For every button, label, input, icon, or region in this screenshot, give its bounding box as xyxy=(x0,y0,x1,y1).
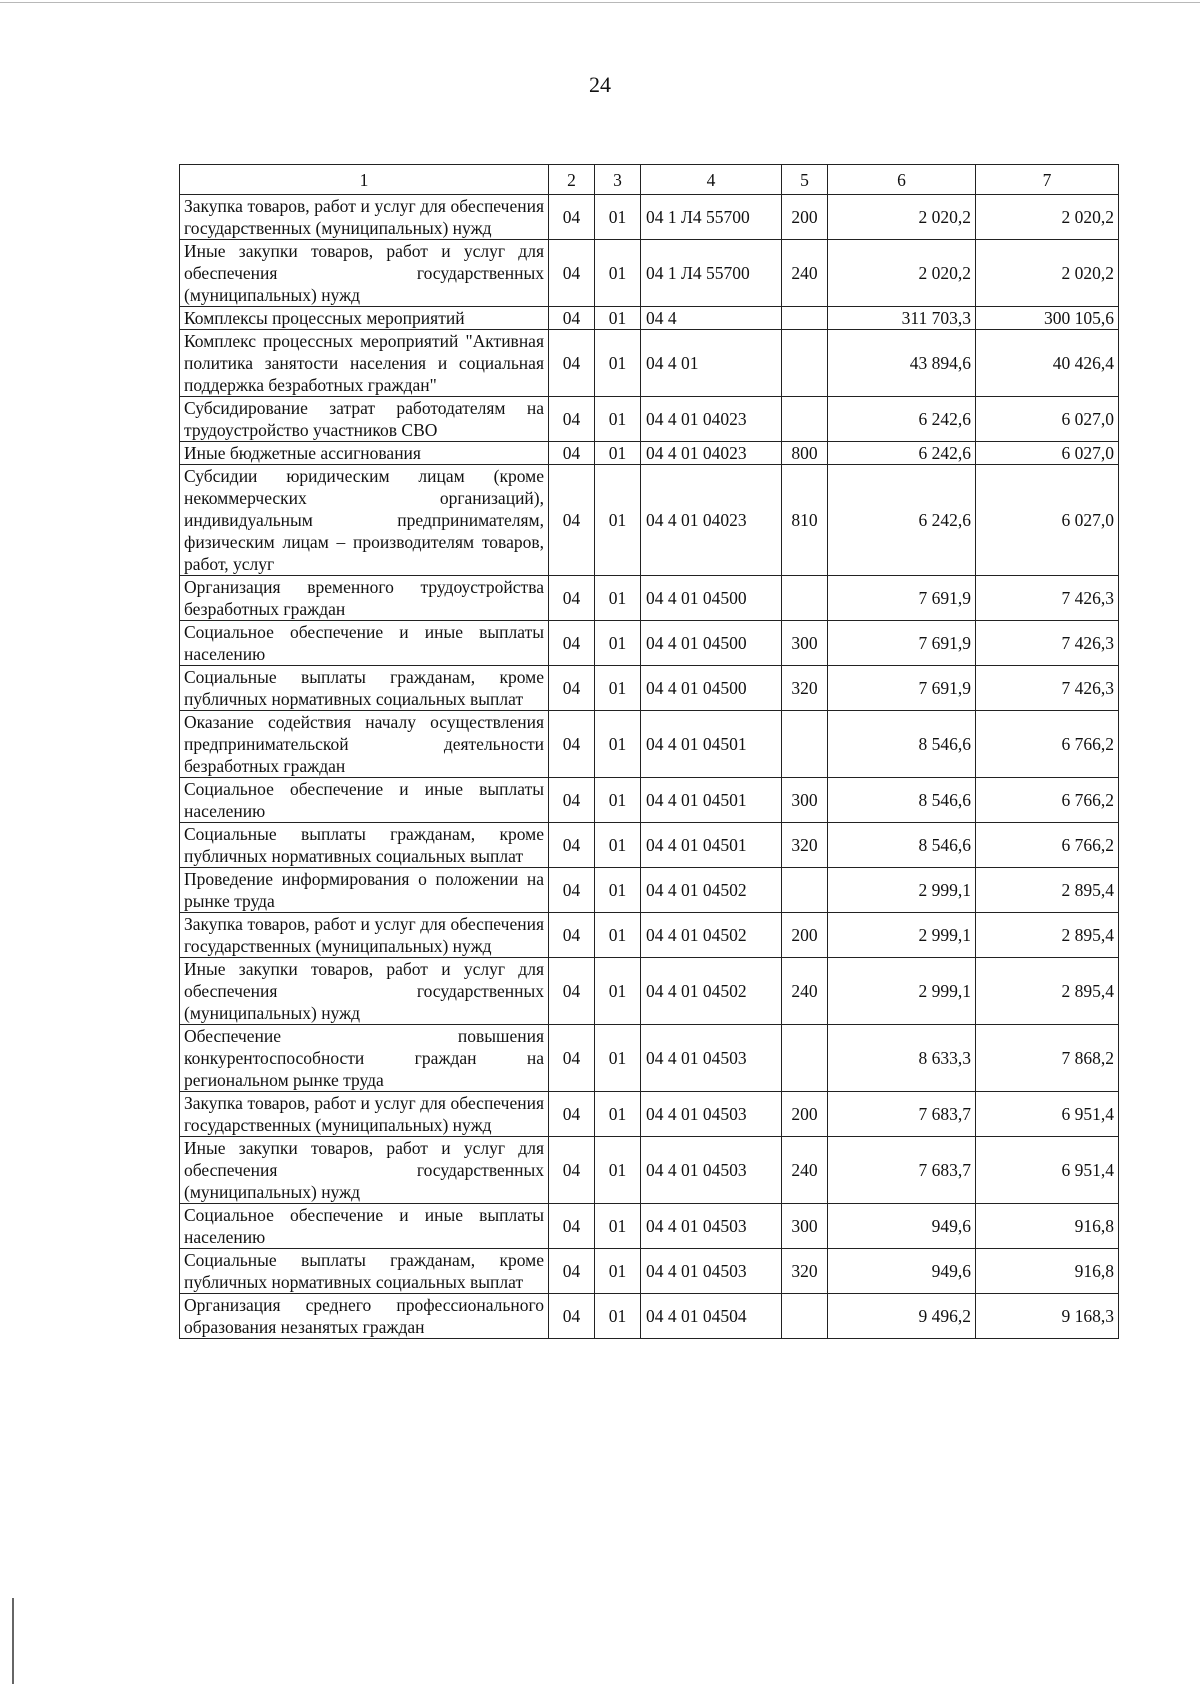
table-row xyxy=(180,195,1119,240)
section-code: 04 xyxy=(549,442,595,465)
amount-col-6: 43 894,6 xyxy=(828,330,976,397)
table-row xyxy=(180,307,1119,330)
amount-col-7: 7 426,3 xyxy=(976,621,1119,666)
target-article-code: 04 4 01 04503 xyxy=(641,1204,782,1249)
expense-type-code: 300 xyxy=(782,621,828,666)
expense-type-code xyxy=(782,330,828,397)
expense-type-code: 810 xyxy=(782,465,828,576)
amount-col-7: 40 426,4 xyxy=(976,330,1119,397)
item-name: Социальные выплаты гражданам, кроме публичных нормативных социальных выплат xyxy=(180,823,549,868)
amount-col-7: 6 766,2 xyxy=(976,711,1119,778)
section-code: 04 xyxy=(549,621,595,666)
table-row xyxy=(180,711,1119,778)
amount-col-6: 2 999,1 xyxy=(828,913,976,958)
target-article-code: 04 4 01 04502 xyxy=(641,868,782,913)
amount-col-6: 7 691,9 xyxy=(828,576,976,621)
target-article-code: 04 1 Л4 55700 xyxy=(641,240,782,307)
subsection-code: 01 xyxy=(595,868,641,913)
subsection-code: 01 xyxy=(595,666,641,711)
item-name: Закупка товаров, работ и услуг для обеспечения государственных (муниципальных) нужд xyxy=(180,1092,549,1137)
target-article-code: 04 4 01 04501 xyxy=(641,778,782,823)
section-code: 04 xyxy=(549,1137,595,1204)
amount-col-6: 6 242,6 xyxy=(828,442,976,465)
amount-col-7: 7 426,3 xyxy=(976,576,1119,621)
table-row xyxy=(180,1204,1119,1249)
subsection-code: 01 xyxy=(595,465,641,576)
table-row xyxy=(180,958,1119,1025)
subsection-code: 01 xyxy=(595,1092,641,1137)
expense-type-code xyxy=(782,576,828,621)
section-code: 04 xyxy=(549,1025,595,1092)
scan-edge-line xyxy=(0,2,1200,3)
expense-type-code: 200 xyxy=(782,913,828,958)
subsection-code: 01 xyxy=(595,240,641,307)
amount-col-7: 6 027,0 xyxy=(976,397,1119,442)
item-name: Иные закупки товаров, работ и услуг для обеспечения государственных (муниципальных) нужд xyxy=(180,958,549,1025)
table-row xyxy=(180,240,1119,307)
scan-edge-mark xyxy=(12,1598,14,1684)
subsection-code: 01 xyxy=(595,307,641,330)
table-row xyxy=(180,823,1119,868)
subsection-code: 01 xyxy=(595,330,641,397)
table-row xyxy=(180,778,1119,823)
amount-col-6: 6 242,6 xyxy=(828,397,976,442)
subsection-code: 01 xyxy=(595,778,641,823)
table-row xyxy=(180,868,1119,913)
item-name: Социальные выплаты гражданам, кроме публичных нормативных социальных выплат xyxy=(180,666,549,711)
item-name: Субсидии юридическим лицам (кроме некоммерческих организаций), индивидуальным предпринимателям, физическим лицам – производителям товаров, работ, услуг xyxy=(180,465,549,576)
expense-type-code: 240 xyxy=(782,958,828,1025)
amount-col-7: 916,8 xyxy=(976,1249,1119,1294)
page-number: 24 xyxy=(589,72,611,97)
section-code: 04 xyxy=(549,778,595,823)
item-name: Социальное обеспечение и иные выплаты населению xyxy=(180,621,549,666)
item-name: Иные закупки товаров, работ и услуг для обеспечения государственных (муниципальных) нужд xyxy=(180,1137,549,1204)
target-article-code: 04 4 01 xyxy=(641,330,782,397)
column-header: 3 xyxy=(595,165,641,195)
amount-col-6: 949,6 xyxy=(828,1204,976,1249)
item-name: Субсидирование затрат работодателям на трудоустройство участников СВО xyxy=(180,397,549,442)
table-row xyxy=(180,1025,1119,1092)
target-article-code: 04 4 01 04504 xyxy=(641,1294,782,1339)
subsection-code: 01 xyxy=(595,195,641,240)
amount-col-6: 949,6 xyxy=(828,1249,976,1294)
subsection-code: 01 xyxy=(595,1025,641,1092)
amount-col-7: 2 895,4 xyxy=(976,868,1119,913)
column-header: 6 xyxy=(828,165,976,195)
target-article-code: 04 4 01 04503 xyxy=(641,1137,782,1204)
amount-col-6: 7 691,9 xyxy=(828,621,976,666)
item-name: Социальное обеспечение и иные выплаты населению xyxy=(180,778,549,823)
amount-col-6: 8 546,6 xyxy=(828,823,976,868)
amount-col-7: 2 895,4 xyxy=(976,958,1119,1025)
budget-table xyxy=(179,164,1119,1339)
column-header: 4 xyxy=(641,165,782,195)
table-row xyxy=(180,1092,1119,1137)
amount-col-7: 6 766,2 xyxy=(976,778,1119,823)
section-code: 04 xyxy=(549,1294,595,1339)
column-header: 2 xyxy=(549,165,595,195)
subsection-code: 01 xyxy=(595,1204,641,1249)
section-code: 04 xyxy=(549,330,595,397)
amount-col-7: 916,8 xyxy=(976,1204,1119,1249)
amount-col-6: 8 546,6 xyxy=(828,711,976,778)
item-name: Социальные выплаты гражданам, кроме публичных нормативных социальных выплат xyxy=(180,1249,549,1294)
column-header: 1 xyxy=(180,165,549,195)
section-code: 04 xyxy=(549,240,595,307)
section-code: 04 xyxy=(549,1249,595,1294)
target-article-code: 04 4 01 04502 xyxy=(641,913,782,958)
expense-type-code: 320 xyxy=(782,823,828,868)
expense-type-code: 300 xyxy=(782,778,828,823)
amount-col-7: 6 951,4 xyxy=(976,1092,1119,1137)
target-article-code: 04 4 01 04503 xyxy=(641,1025,782,1092)
table-row xyxy=(180,666,1119,711)
item-name: Иные закупки товаров, работ и услуг для обеспечения государственных (муниципальных) нужд xyxy=(180,240,549,307)
table-body xyxy=(180,195,1119,1339)
amount-col-7: 6 766,2 xyxy=(976,823,1119,868)
table-row xyxy=(180,1137,1119,1204)
table-row xyxy=(180,913,1119,958)
subsection-code: 01 xyxy=(595,442,641,465)
target-article-code: 04 4 01 04503 xyxy=(641,1249,782,1294)
expense-type-code: 320 xyxy=(782,666,828,711)
expense-type-code xyxy=(782,1294,828,1339)
amount-col-6: 7 691,9 xyxy=(828,666,976,711)
section-code: 04 xyxy=(549,868,595,913)
subsection-code: 01 xyxy=(595,576,641,621)
subsection-code: 01 xyxy=(595,913,641,958)
column-header: 7 xyxy=(976,165,1119,195)
item-name: Организация временного трудоустройства безработных граждан xyxy=(180,576,549,621)
subsection-code: 01 xyxy=(595,397,641,442)
section-code: 04 xyxy=(549,307,595,330)
amount-col-7: 2 020,2 xyxy=(976,195,1119,240)
item-name: Закупка товаров, работ и услуг для обеспечения государственных (муниципальных) нужд xyxy=(180,195,549,240)
subsection-code: 01 xyxy=(595,1249,641,1294)
table-row xyxy=(180,1249,1119,1294)
item-name: Проведение информирования о положении на рынке труда xyxy=(180,868,549,913)
target-article-code: 04 4 01 04500 xyxy=(641,576,782,621)
expense-type-code: 200 xyxy=(782,195,828,240)
item-name: Закупка товаров, работ и услуг для обеспечения государственных (муниципальных) нужд xyxy=(180,913,549,958)
section-code: 04 xyxy=(549,1204,595,1249)
expense-type-code xyxy=(782,307,828,330)
expense-type-code: 300 xyxy=(782,1204,828,1249)
target-article-code: 04 4 01 04023 xyxy=(641,397,782,442)
subsection-code: 01 xyxy=(595,958,641,1025)
amount-col-6: 2 999,1 xyxy=(828,958,976,1025)
amount-col-7: 6 951,4 xyxy=(976,1137,1119,1204)
amount-col-6: 2 999,1 xyxy=(828,868,976,913)
target-article-code: 04 4 01 04023 xyxy=(641,465,782,576)
section-code: 04 xyxy=(549,823,595,868)
expense-type-code xyxy=(782,711,828,778)
amount-col-6: 2 020,2 xyxy=(828,240,976,307)
target-article-code: 04 1 Л4 55700 xyxy=(641,195,782,240)
amount-col-6: 7 683,7 xyxy=(828,1092,976,1137)
section-code: 04 xyxy=(549,958,595,1025)
table-row xyxy=(180,397,1119,442)
section-code: 04 xyxy=(549,397,595,442)
table-row xyxy=(180,330,1119,397)
amount-col-6: 9 496,2 xyxy=(828,1294,976,1339)
column-header: 5 xyxy=(782,165,828,195)
target-article-code: 04 4 01 04500 xyxy=(641,666,782,711)
target-article-code: 04 4 01 04501 xyxy=(641,823,782,868)
amount-col-6: 6 242,6 xyxy=(828,465,976,576)
table-row xyxy=(180,465,1119,576)
target-article-code: 04 4 01 04501 xyxy=(641,711,782,778)
expense-type-code: 320 xyxy=(782,1249,828,1294)
amount-col-6: 311 703,3 xyxy=(828,307,976,330)
section-code: 04 xyxy=(549,913,595,958)
expense-type-code: 240 xyxy=(782,240,828,307)
amount-col-6: 2 020,2 xyxy=(828,195,976,240)
item-name: Обеспечение повышения конкурентоспособности граждан на региональном рынке труда xyxy=(180,1025,549,1092)
amount-col-6: 7 683,7 xyxy=(828,1137,976,1204)
section-code: 04 xyxy=(549,711,595,778)
table-row xyxy=(180,576,1119,621)
item-name: Иные бюджетные ассигнования xyxy=(180,442,549,465)
target-article-code: 04 4 01 04500 xyxy=(641,621,782,666)
table-row xyxy=(180,621,1119,666)
table-row xyxy=(180,1294,1119,1339)
expense-type-code: 240 xyxy=(782,1137,828,1204)
expense-type-code: 800 xyxy=(782,442,828,465)
item-name: Организация среднего профессионального образования незанятых граждан xyxy=(180,1294,549,1339)
expense-type-code xyxy=(782,1025,828,1092)
amount-col-7: 9 168,3 xyxy=(976,1294,1119,1339)
amount-col-6: 8 633,3 xyxy=(828,1025,976,1092)
target-article-code: 04 4 01 04503 xyxy=(641,1092,782,1137)
item-name: Социальное обеспечение и иные выплаты населению xyxy=(180,1204,549,1249)
table-row xyxy=(180,442,1119,465)
subsection-code: 01 xyxy=(595,823,641,868)
amount-col-7: 2 020,2 xyxy=(976,240,1119,307)
section-code: 04 xyxy=(549,465,595,576)
item-name: Комплекс процессных мероприятий "Активная политика занятости населения и социальная поддержка безработных граждан" xyxy=(180,330,549,397)
section-code: 04 xyxy=(549,195,595,240)
expense-type-code xyxy=(782,397,828,442)
amount-col-7: 300 105,6 xyxy=(976,307,1119,330)
expense-type-code: 200 xyxy=(782,1092,828,1137)
amount-col-7: 2 895,4 xyxy=(976,913,1119,958)
amount-col-7: 7 426,3 xyxy=(976,666,1119,711)
subsection-code: 01 xyxy=(595,711,641,778)
item-name: Оказание содействия началу осуществления предпринимательской деятельности безработных граждан xyxy=(180,711,549,778)
amount-col-7: 6 027,0 xyxy=(976,465,1119,576)
item-name: Комплексы процессных мероприятий xyxy=(180,307,549,330)
amount-col-7: 6 027,0 xyxy=(976,442,1119,465)
target-article-code: 04 4 01 04023 xyxy=(641,442,782,465)
section-code: 04 xyxy=(549,666,595,711)
expense-type-code xyxy=(782,868,828,913)
subsection-code: 01 xyxy=(595,1294,641,1339)
subsection-code: 01 xyxy=(595,1137,641,1204)
target-article-code: 04 4 01 04502 xyxy=(641,958,782,1025)
section-code: 04 xyxy=(549,576,595,621)
amount-col-6: 8 546,6 xyxy=(828,778,976,823)
subsection-code: 01 xyxy=(595,621,641,666)
section-code: 04 xyxy=(549,1092,595,1137)
table-header-row xyxy=(180,165,1119,195)
amount-col-7: 7 868,2 xyxy=(976,1025,1119,1092)
target-article-code: 04 4 xyxy=(641,307,782,330)
